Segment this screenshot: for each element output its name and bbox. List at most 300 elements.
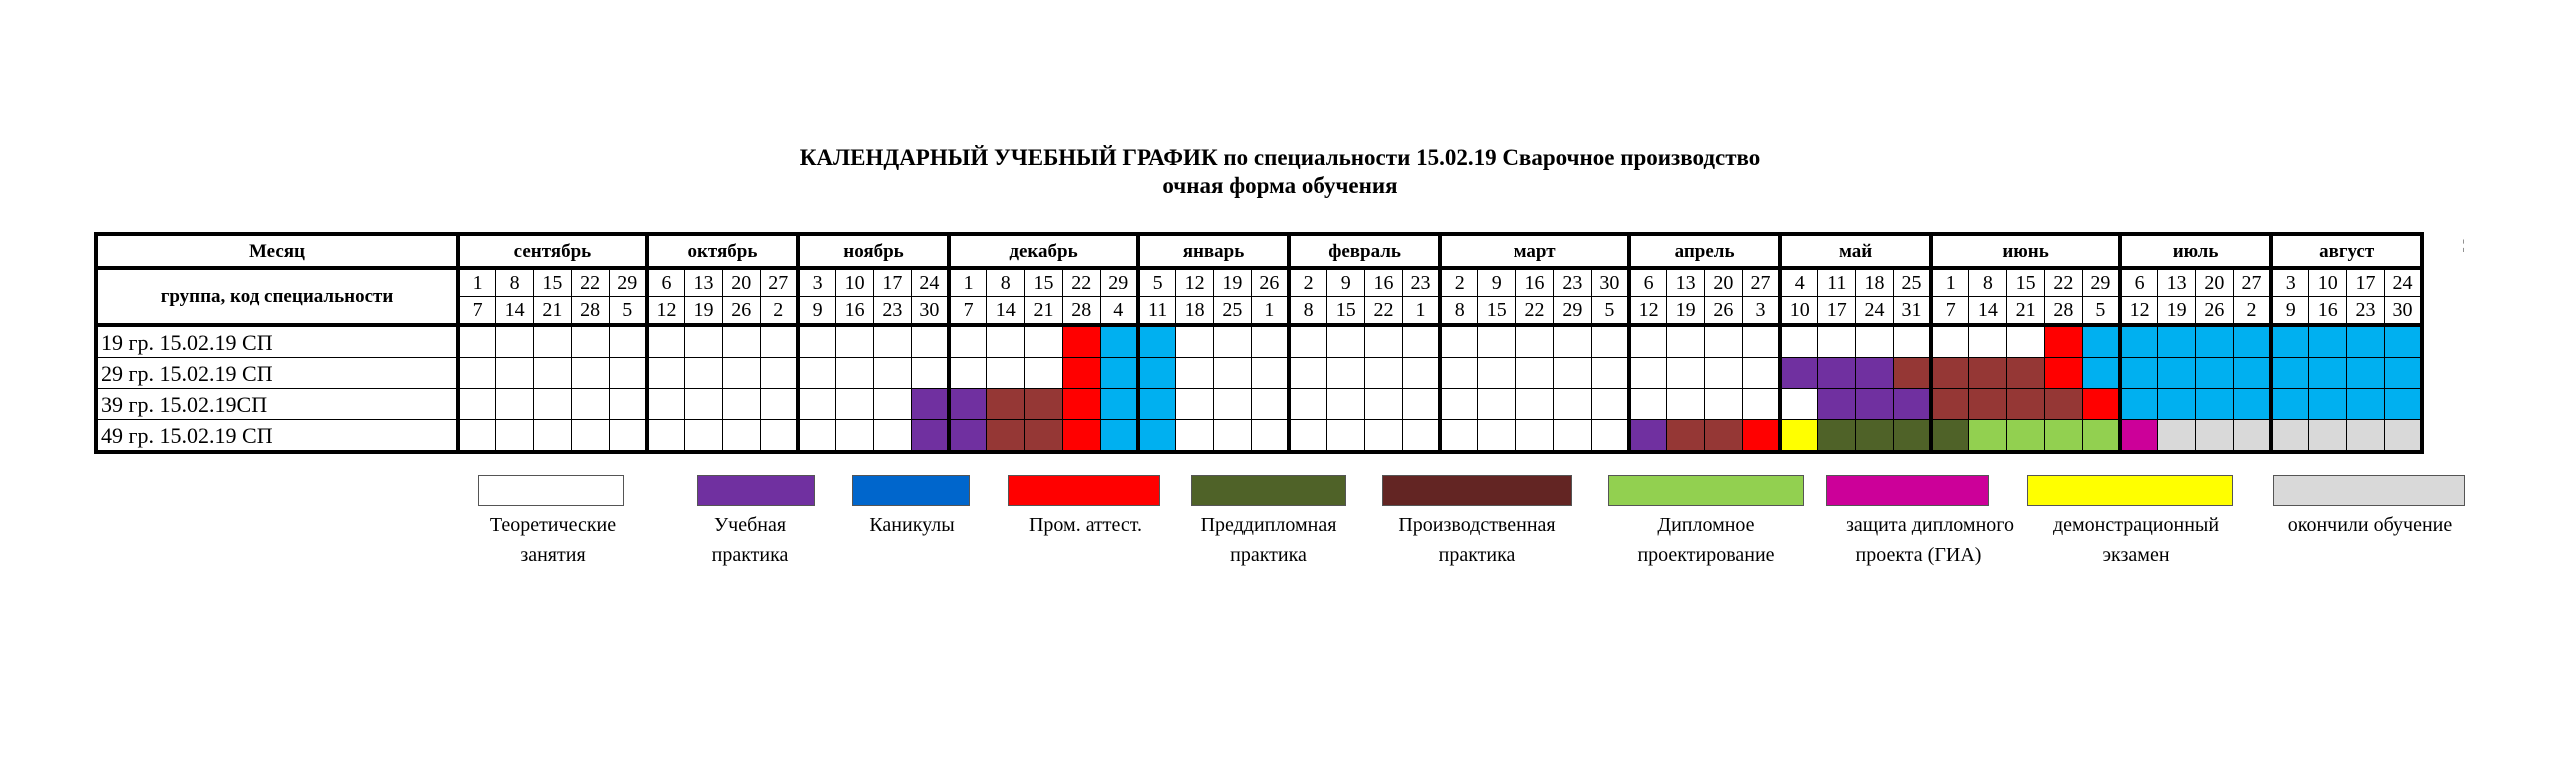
schedule-cell — [1138, 420, 1176, 453]
schedule-cell — [836, 420, 874, 453]
week-start-day: 15 — [2007, 268, 2045, 297]
week-end-day: 26 — [722, 297, 760, 326]
schedule-cell — [798, 389, 836, 420]
week-start-day: 30 — [1591, 268, 1629, 297]
schedule-cell — [1629, 420, 1667, 453]
schedule-cell — [798, 325, 836, 358]
week-start-day: 2 — [1440, 268, 1478, 297]
week-end-day: 15 — [1478, 297, 1516, 326]
week-start-day: 9 — [1327, 268, 1365, 297]
schedule-cell — [2007, 325, 2045, 358]
legend-label-line1: Теоретические — [489, 514, 617, 536]
week-end-day: 21 — [2007, 297, 2045, 326]
month-name: декабрь — [949, 234, 1138, 268]
schedule-cell — [685, 325, 723, 358]
week-end-day: 2 — [2233, 297, 2271, 326]
week-end-day: 28 — [571, 297, 609, 326]
schedule-cell — [873, 325, 911, 358]
week-end-day: 8 — [1440, 297, 1478, 326]
schedule-cell — [2347, 389, 2385, 420]
legend-label-line2: проектирование — [1637, 544, 1775, 566]
schedule-cell — [1931, 325, 1969, 358]
schedule-cell — [949, 420, 987, 453]
week-start-day: 12 — [1176, 268, 1214, 297]
schedule-cell — [873, 389, 911, 420]
schedule-cell — [1818, 358, 1856, 389]
schedule-cell — [1365, 325, 1403, 358]
schedule-cell — [1591, 420, 1629, 453]
month-name: сентябрь — [458, 234, 647, 268]
schedule-cell — [2158, 325, 2196, 358]
schedule-cell — [1025, 420, 1063, 453]
schedule-cell — [1629, 325, 1667, 358]
schedule-cell — [2384, 420, 2422, 453]
week-start-day: 29 — [1100, 268, 1138, 297]
week-end-day: 19 — [1667, 297, 1705, 326]
week-end-day: 17 — [1818, 297, 1856, 326]
schedule-cell — [2309, 325, 2347, 358]
schedule-cell — [647, 389, 685, 420]
schedule-cell — [1667, 389, 1705, 420]
schedule-cell — [1516, 420, 1554, 453]
schedule-cell — [1629, 389, 1667, 420]
week-start-day: 23 — [1402, 268, 1440, 297]
week-start-day: 22 — [2044, 268, 2082, 297]
week-start-day: 15 — [1025, 268, 1063, 297]
legend-label-line2: практика — [1438, 544, 1516, 566]
week-end-day: 28 — [1062, 297, 1100, 326]
schedule-cell — [1893, 420, 1931, 453]
month-name: август — [2271, 234, 2422, 268]
schedule-cell — [1553, 325, 1591, 358]
theory-swatch — [478, 475, 624, 506]
week-end-day: 12 — [647, 297, 685, 326]
week-start-day: 6 — [2120, 268, 2158, 297]
schedule-cell — [2044, 420, 2082, 453]
industrial-practice-swatch — [1382, 475, 1572, 506]
legend-label — [852, 510, 972, 540]
month-name: март — [1440, 234, 1629, 268]
schedule-cell — [722, 358, 760, 389]
schedule-cell — [1251, 358, 1289, 389]
week-end-day: 22 — [1516, 297, 1554, 326]
schedule-cell — [1402, 389, 1440, 420]
schedule-cell — [2233, 325, 2271, 358]
week-start-day: 3 — [798, 268, 836, 297]
month-name: июль — [2120, 234, 2271, 268]
schedule-cell — [1705, 389, 1743, 420]
defense-swatch — [1826, 475, 1989, 506]
schedule-cell — [760, 358, 798, 389]
schedule-cell — [873, 420, 911, 453]
schedule-cell — [798, 358, 836, 389]
week-start-day: 29 — [2082, 268, 2120, 297]
legend-label-line1: окончили обучение — [2287, 514, 2453, 536]
schedule-cell — [1327, 325, 1365, 358]
schedule-cell — [987, 420, 1025, 453]
week-start-day: 20 — [2196, 268, 2234, 297]
schedule-cell — [2347, 358, 2385, 389]
week-end-day: 24 — [1856, 297, 1894, 326]
schedule-cell — [1818, 389, 1856, 420]
schedule-cell — [1402, 325, 1440, 358]
schedule-cell — [2196, 358, 2234, 389]
legend-label-line1: демонстрационный — [2052, 514, 2220, 536]
schedule-cell — [571, 420, 609, 453]
legend-label-line1: защита дипломного — [1846, 514, 2014, 536]
week-start-day: 22 — [1062, 268, 1100, 297]
schedule-cell — [1969, 420, 2007, 453]
week-start-day: 13 — [2158, 268, 2196, 297]
week-end-day: 21 — [1025, 297, 1063, 326]
week-end-day: 18 — [1176, 297, 1214, 326]
week-start-day: 3 — [2271, 268, 2309, 297]
schedule-cell — [1251, 389, 1289, 420]
schedule-cell — [873, 358, 911, 389]
legend-label-line2: практика — [1230, 544, 1307, 566]
schedule-cell — [1818, 420, 1856, 453]
schedule-cell — [1705, 358, 1743, 389]
week-start-day: 5 — [1138, 268, 1176, 297]
schedule-cell — [1138, 325, 1176, 358]
schedule-cell — [836, 389, 874, 420]
month-name: апрель — [1629, 234, 1780, 268]
week-start-day: 6 — [647, 268, 685, 297]
schedule-cell — [1705, 325, 1743, 358]
schedule-cell — [949, 389, 987, 420]
table-row — [96, 325, 2422, 358]
week-end-day: 30 — [911, 297, 949, 326]
schedule-cell — [1742, 420, 1780, 453]
week-start-day: 1 — [949, 268, 987, 297]
week-end-day: 12 — [1629, 297, 1667, 326]
schedule-cell — [1100, 325, 1138, 358]
schedule-cell — [2158, 358, 2196, 389]
week-start-day: 17 — [873, 268, 911, 297]
page-title: КАЛЕНДАРНЫЙ УЧЕБНЫЙ ГРАФИК по специальности 15.02.19 Сварочное производство — [799, 145, 1761, 170]
schedule-cell — [496, 420, 534, 453]
week-start-day: 23 — [1553, 268, 1591, 297]
schedule-cell — [2082, 420, 2120, 453]
legend-label-line1: Производственная — [1398, 514, 1556, 536]
week-start-day: 16 — [1516, 268, 1554, 297]
schedule-cell — [1213, 389, 1251, 420]
schedule-cell — [1893, 358, 1931, 389]
schedule-cell — [1629, 358, 1667, 389]
schedule-cell — [647, 325, 685, 358]
schedule-cell — [1176, 325, 1214, 358]
schedule-cell — [1062, 389, 1100, 420]
week-end-day: 7 — [1931, 297, 1969, 326]
schedule-cell — [2120, 325, 2158, 358]
week-start-day: 8 — [987, 268, 1025, 297]
week-end-day: 29 — [1553, 297, 1591, 326]
table-row — [96, 389, 2422, 420]
schedule-cell — [760, 325, 798, 358]
week-end-day: 16 — [2309, 297, 2347, 326]
legend-label — [1382, 510, 1572, 570]
week-end-day: 22 — [1365, 297, 1403, 326]
week-end-day: 14 — [496, 297, 534, 326]
schedule-cell — [1289, 358, 1327, 389]
schedule-cell — [1516, 389, 1554, 420]
schedule-cell — [1176, 389, 1214, 420]
schedule-cell — [2082, 389, 2120, 420]
schedule-cell — [1742, 325, 1780, 358]
week-end-day: 11 — [1138, 297, 1176, 326]
schedule-cell — [1856, 358, 1894, 389]
demo-exam-swatch — [2027, 475, 2233, 506]
week-start-day: 1 — [458, 268, 496, 297]
schedule-cell — [1100, 420, 1138, 453]
schedule-cell — [1856, 325, 1894, 358]
legend-label — [1008, 510, 1163, 540]
schedule-cell — [798, 420, 836, 453]
schedule-cell — [1365, 420, 1403, 453]
schedule-cell — [722, 420, 760, 453]
week-end-day: 23 — [873, 297, 911, 326]
schedule-cell — [1893, 325, 1931, 358]
week-end-day: 8 — [1289, 297, 1327, 326]
schedule-cell — [2347, 420, 2385, 453]
week-end-day: 21 — [534, 297, 572, 326]
schedule-cell — [534, 358, 572, 389]
schedule-cell — [760, 389, 798, 420]
legend-label-line2: практика — [711, 544, 789, 566]
training-practice-swatch — [697, 475, 815, 506]
month-name: май — [1780, 234, 1931, 268]
table-row — [96, 420, 2422, 453]
month-name: июнь — [1931, 234, 2120, 268]
schedule-cell — [949, 325, 987, 358]
schedule-cell — [1969, 389, 2007, 420]
schedule-cell — [1440, 420, 1478, 453]
schedule-cell — [2120, 358, 2158, 389]
schedule-cell — [836, 358, 874, 389]
legend-label — [1846, 510, 2014, 570]
schedule-cell — [2271, 325, 2309, 358]
week-end-day: 7 — [458, 297, 496, 326]
attestation-swatch — [1008, 475, 1160, 506]
week-start-day: 27 — [2233, 268, 2271, 297]
schedule-cell — [571, 358, 609, 389]
schedule-cell — [1138, 389, 1176, 420]
week-start-day: 24 — [911, 268, 949, 297]
legend-label — [2040, 510, 2232, 570]
schedule-cell — [2384, 358, 2422, 389]
week-end-day: 3 — [1742, 297, 1780, 326]
week-end-day: 12 — [2120, 297, 2158, 326]
schedule-cell — [458, 325, 496, 358]
schedule-cell — [987, 389, 1025, 420]
week-start-day: 19 — [1213, 268, 1251, 297]
week-start-day: 2 — [1289, 268, 1327, 297]
schedule-cell — [458, 420, 496, 453]
week-end-day: 1 — [1402, 297, 1440, 326]
schedule-cell — [1591, 325, 1629, 358]
schedule-cell — [1213, 325, 1251, 358]
schedule-cell — [2271, 420, 2309, 453]
week-end-day: 25 — [1213, 297, 1251, 326]
schedule-cell — [2309, 389, 2347, 420]
schedule-cell — [1025, 358, 1063, 389]
legend-label-line1: Каникулы — [869, 514, 955, 536]
schedule-cell — [2007, 389, 2045, 420]
schedule-cell — [1440, 358, 1478, 389]
schedule-cell — [534, 325, 572, 358]
week-end-day: 30 — [2384, 297, 2422, 326]
week-end-day: 15 — [1327, 297, 1365, 326]
legend-label-line2: проекта (ГИА) — [1855, 544, 1982, 566]
schedule-cell — [1327, 389, 1365, 420]
schedule-cell — [911, 325, 949, 358]
group-label: 49 гр. 15.02.19 СП — [96, 420, 458, 453]
schedule-cell — [1289, 420, 1327, 453]
schedule-cell — [609, 325, 647, 358]
legend-label-line2: экзамен — [2102, 544, 2170, 566]
finished-swatch — [2273, 475, 2465, 506]
week-end-day: 5 — [609, 297, 647, 326]
week-start-day: 27 — [1742, 268, 1780, 297]
week-end-day: 4 — [1100, 297, 1138, 326]
group-header-label: группа, код специальности — [96, 268, 458, 325]
schedule-cell — [1969, 325, 2007, 358]
schedule-cell — [1402, 358, 1440, 389]
schedule-cell — [1176, 358, 1214, 389]
group-label: 19 гр. 15.02.19 СП — [96, 325, 458, 358]
schedule-cell — [2271, 358, 2309, 389]
schedule-cell — [685, 420, 723, 453]
week-start-day: 10 — [2309, 268, 2347, 297]
schedule-cell — [1100, 389, 1138, 420]
schedule-cell — [2309, 358, 2347, 389]
legend-label-line2: занятия — [520, 544, 586, 566]
schedule-cell — [2082, 325, 2120, 358]
schedule-cell — [2196, 325, 2234, 358]
schedule-cell — [2384, 389, 2422, 420]
week-end-day: 23 — [2347, 297, 2385, 326]
week-start-day: 15 — [534, 268, 572, 297]
schedule-cell — [2007, 358, 2045, 389]
week-end-day: 1 — [1251, 297, 1289, 326]
legend-label — [478, 510, 628, 570]
schedule-cell — [1742, 358, 1780, 389]
schedule-cell — [496, 358, 534, 389]
week-end-day: 7 — [949, 297, 987, 326]
schedule-cell — [1025, 389, 1063, 420]
schedule-cell — [1251, 325, 1289, 358]
schedule-cell — [609, 358, 647, 389]
week-start-day: 11 — [1818, 268, 1856, 297]
week-end-day: 14 — [1969, 297, 2007, 326]
week-start-day: 20 — [1705, 268, 1743, 297]
schedule-cell — [1553, 389, 1591, 420]
schedule-cell — [1667, 420, 1705, 453]
schedule-cell — [1667, 358, 1705, 389]
week-start-day: 18 — [1856, 268, 1894, 297]
schedule-cell — [1856, 389, 1894, 420]
schedule-cell — [609, 389, 647, 420]
schedule-cell — [1818, 325, 1856, 358]
schedule-cell — [1516, 358, 1554, 389]
schedule-cell — [760, 420, 798, 453]
schedule-cell — [1478, 420, 1516, 453]
schedule-cell — [2158, 389, 2196, 420]
week-start-day: 1 — [1931, 268, 1969, 297]
week-start-day: 27 — [760, 268, 798, 297]
schedule-cell — [2196, 389, 2234, 420]
schedule-cell — [685, 389, 723, 420]
diploma-design-swatch — [1608, 475, 1804, 506]
schedule-cell — [2120, 389, 2158, 420]
group-label: 39 гр. 15.02.19СП — [96, 389, 458, 420]
week-end-day: 19 — [2158, 297, 2196, 326]
week-start-day: 17 — [2347, 268, 2385, 297]
schedule-cell — [571, 325, 609, 358]
month-name: ноябрь — [798, 234, 949, 268]
week-start-day: 6 — [1629, 268, 1667, 297]
schedule-cell — [1289, 389, 1327, 420]
week-start-day: 13 — [685, 268, 723, 297]
schedule-cell — [1138, 358, 1176, 389]
cell-marker: ¦ — [2462, 238, 2465, 253]
schedule-cell — [1742, 389, 1780, 420]
schedule-cell — [2233, 389, 2271, 420]
schedule-cell — [911, 420, 949, 453]
schedule-cell — [1780, 389, 1818, 420]
week-end-day: 31 — [1893, 297, 1931, 326]
schedule-cell — [911, 389, 949, 420]
week-start-day: 8 — [1969, 268, 2007, 297]
schedule-cell — [1100, 358, 1138, 389]
week-end-day: 28 — [2044, 297, 2082, 326]
schedule-cell — [1553, 420, 1591, 453]
schedule-cell — [1780, 358, 1818, 389]
schedule-cell — [1213, 420, 1251, 453]
schedule-cell — [1780, 420, 1818, 453]
schedule-cell — [1062, 420, 1100, 453]
schedule-cell — [2384, 325, 2422, 358]
schedule-cell — [2158, 420, 2196, 453]
schedule-cell — [2347, 325, 2385, 358]
week-start-day: 16 — [1365, 268, 1403, 297]
schedule-cell — [987, 358, 1025, 389]
schedule-cell — [1969, 358, 2007, 389]
week-end-day: 10 — [1780, 297, 1818, 326]
legend-label-line1: Дипломное — [1657, 514, 1755, 536]
prediploma-swatch — [1191, 475, 1346, 506]
schedule-cell — [1893, 389, 1931, 420]
legend-label — [1608, 510, 1804, 570]
schedule-cell — [609, 420, 647, 453]
schedule-cell — [685, 358, 723, 389]
schedule-cell — [1062, 325, 1100, 358]
schedule-cell — [836, 325, 874, 358]
schedule-cell — [1440, 389, 1478, 420]
schedule-cell — [2082, 358, 2120, 389]
schedule-cell — [1553, 358, 1591, 389]
schedule-cell — [1327, 358, 1365, 389]
week-start-day: 22 — [571, 268, 609, 297]
month-name: октябрь — [647, 234, 798, 268]
schedule-cell — [1251, 420, 1289, 453]
schedule-cell — [2044, 325, 2082, 358]
legend-label-line1: Преддипломная — [1200, 514, 1337, 536]
schedule-cell — [2309, 420, 2347, 453]
week-end-day: 16 — [836, 297, 874, 326]
schedule-cell — [1365, 358, 1403, 389]
schedule-cell — [949, 358, 987, 389]
